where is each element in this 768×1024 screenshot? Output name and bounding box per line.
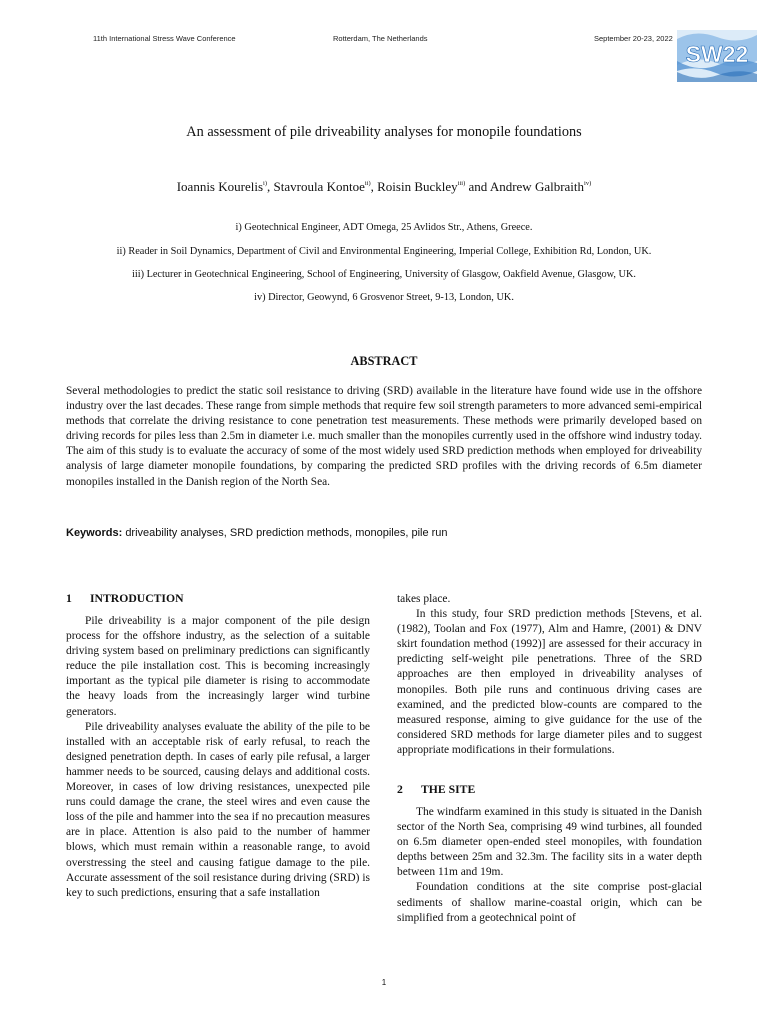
header-location: Rotterdam, The Netherlands [333,34,428,43]
section-heading-the-site [397,783,475,796]
header-dates: September 20-23, 2022 [594,34,673,43]
author-separator: , [267,179,274,194]
right-column-site [397,805,702,926]
continuation-text: takes place. [397,593,451,605]
site-paragraph: The windfarm examined in this study is situated in the Danish sector of the North Sea, comprising 49 wind turbines, all founded on 6.5m diameter open-ended steel monopiles, with foundation depths between 25m and 32.3m. The facility sits in a water depth between 11m and 19m. [397,806,702,879]
author-name: Andrew Galbraith [489,179,585,194]
affiliation: ii) Reader in Soil Dynamics, Department of Civil and Environmental Engineering, Imperial College, Exhibition Rd, London, UK. [116,246,652,257]
section-heading-introduction [66,592,184,605]
author-name: Ioannis Kourelis [176,179,264,194]
author-mark: ii) [364,180,371,187]
keywords [66,527,716,539]
author-list [0,179,768,195]
study-paragraph: In this study, four SRD prediction methods [Stevens, et al. (1982), Toolan and Fox (1977), Alm and Hamre, (2001) & DNV skirt foundation method (1992)] are assessed for their accuracy in predicting self-weight pile penetrations. Three of the SRD approaches are then employed in driveability analyses of monopiles. Both pile runs and continuous driving cases are examined, and the predicted blow-counts are compared to the measured response, aiming to give guidance for the use of the considered SRD methods for large diameter piles and to suggest appropriate modifications in their formulations. [397,608,702,756]
section-title: INTRODUCTION [90,592,184,605]
author-name: Roisin Buckley [377,179,458,194]
author-name: Stavroula Kontoe [273,179,365,194]
keywords-text: driveability analyses, SRD prediction methods, monopiles, pile run [125,527,448,539]
header-conference: 11th International Stress Wave Conference [93,34,236,43]
affiliation: iii) Lecturer in Geotechnical Engineering, School of Engineering, University of Glasgow, Oakfield Avenue, Glasgow, UK. [131,269,637,280]
intro-paragraph: Pile driveability analyses evaluate the ability of the pile to be installed with an acceptable risk of early refusal, to reach the designed penetration depth. In cases of early pile refusal, a larger hammer needs to be sourced, causing delays and additional costs. Moreover, in cases of low driving resistances, unexpected pile runs could damage the crane, the steel wires and even cause the loss of the pile and hammer into the sea if no precaution measures are in place. Attention is also paid to the number of hammer blows, which must remain within a reasonable range, to avoid overstressing the steel and causing fatigue damage to the pile. Accurate assessment of the soil resistance during driving (SRD) is key to such predictions, ensuring that a safe installation [66,720,370,899]
section-number: 2 [397,783,403,796]
paper-title: An assessment of pile driveability analyses for monopile foundations [186,124,582,140]
logo-text: SW22 [685,41,749,67]
site-paragraph: Foundation conditions at the site comprise post-glacial sediments of shallow marine-coastal origin, which can be simplified from a geotechnical point of [397,881,702,924]
affiliation: i) Geotechnical Engineer, ADT Omega, 25 Avlidos Str., Athens, Greece. [235,222,533,233]
page-number: 1 [381,978,387,987]
author-mark: iii) [457,180,466,187]
keywords-label: Keywords: [66,527,123,539]
section-number: 1 [66,592,72,605]
abstract-heading: ABSTRACT [350,354,418,368]
intro-paragraph: Pile driveability is a major component of the pile design process for the offshore industry, as the selection of a suitable driving system based on preliminary predictions can significantly reduce the pile installation cost. This is becoming increasingly important as the typical pile diameter is rising to accommodate the heavy loads from the increasingly larger wind turbine generators. [66,615,370,718]
right-column-top [397,592,702,758]
author-mark: iv) [584,180,592,187]
author-separator: , [370,179,378,194]
author-mark: i) [263,180,267,187]
author-separator: and [465,179,490,194]
sw22-logo [676,27,758,85]
section-title: THE SITE [421,783,476,796]
affiliation: iv) Director, Geowynd, 6 Grosvenor Street, 9-13, London, UK. [254,292,514,303]
abstract-text: Several methodologies to predict the static soil resistance to driving (SRD) available in the literature have found wide use in the offshore industry over the last decades. These range from simple methods that require few soil strength parameters to more advanced semi-empirical methods that correlate the driving resistance to cone penetration test measurements. These methods were primarily developed based on driving records for piles less than 2.5m in diameter i.e. much smaller than the monopiles currently used in the offshore wind industry today. The aim of this study is to evaluate the accuracy of some of the most widely used SRD prediction methods when employed for driveability analysis of large diameter monopile foundations, by comparing the predicted SRD profiles with the driving records of 6.5m diameter monopiles installed in the Danish region of the North Sea. [66,385,702,488]
left-column [66,614,370,901]
